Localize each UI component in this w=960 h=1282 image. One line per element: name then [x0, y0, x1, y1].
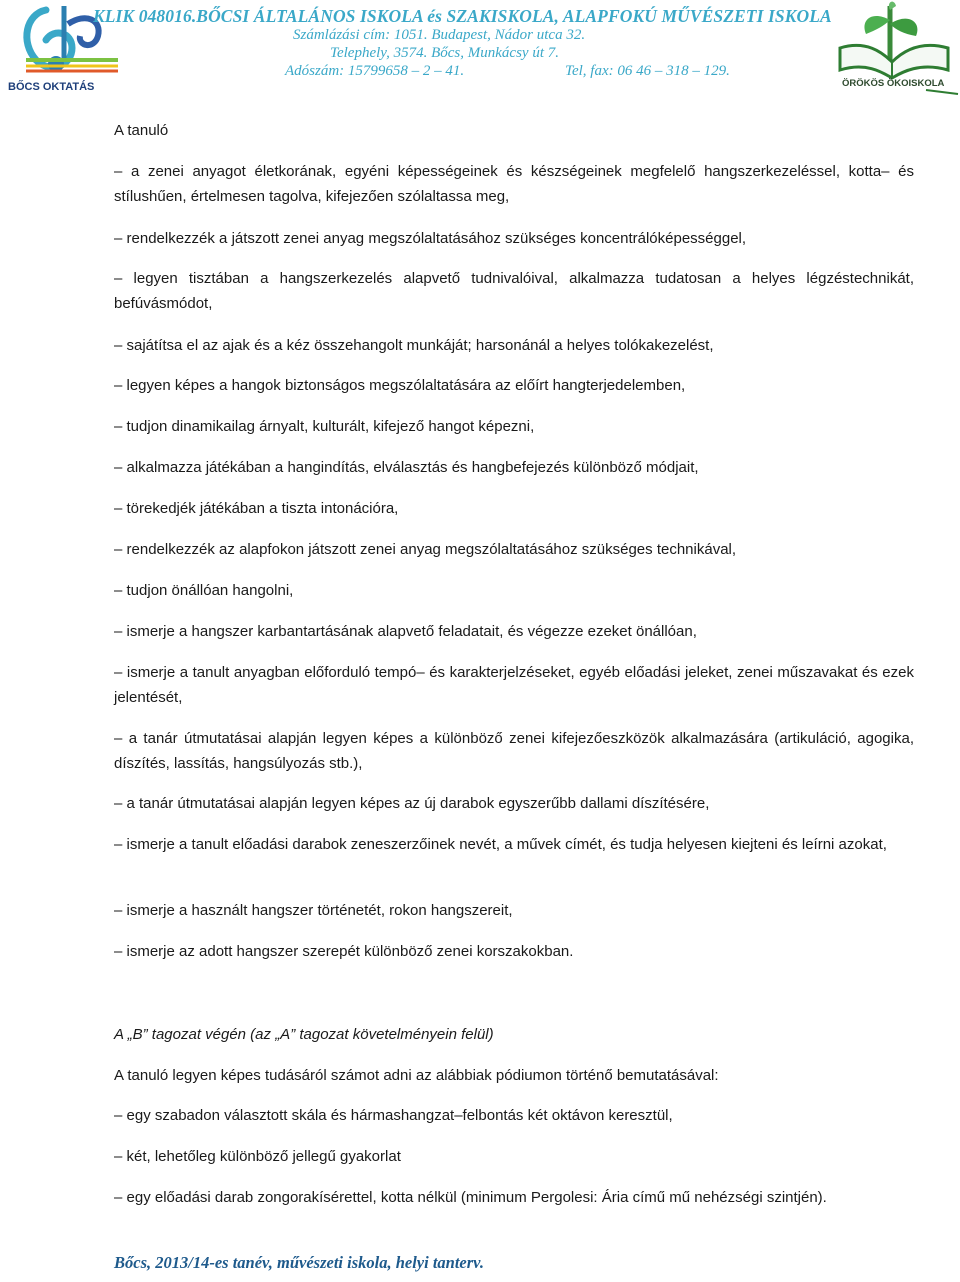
phone-fax: Tel, fax: 06 46 – 318 – 129.: [565, 63, 730, 79]
tax-number: Adószám: 15799658 – 2 – 41.: [285, 63, 465, 79]
b-tagozat-intro: A tanuló legyen képes tudásáról számot adni az alábbiak pódiumon történő bemutatásával:: [114, 1067, 719, 1084]
list-item: – ismerje a tanult előadási darabok zeneszerzőinek nevét, a művek címét, és tudja helyesen kiejteni és leírni azokat,: [114, 836, 887, 853]
list-item: – ismerje az adott hangszer szerepét különböző zenei korszakokban.: [114, 943, 574, 960]
list-item: – ismerje a hangszer karbantartásának alapvető feladatait, és végezze ezeket önállóan,: [114, 623, 697, 640]
b-list-item: – két, lehetőleg különböző jellegű gyakorlat: [114, 1148, 401, 1165]
logo-right-label: ÖRÖKÖS ÖKOISKOLA: [842, 78, 945, 89]
list-item: – ismerje a használt hangszer történetét, rokon hangszereit,: [114, 902, 513, 919]
list-item: – törekedjék játékában a tiszta intonációra,: [114, 500, 399, 517]
list-item: – legyen tisztában a hangszerkezelés alapvető tudnivalóival, alkalmazza tudatosan a helyes légzéstechnikát, befúvásmódot,: [114, 270, 914, 312]
logo-left-label: BŐCS OKTATÁS: [8, 81, 95, 93]
list-item: – tudjon dinamikailag árnyalt, kulturált, kifejező hangot képezni,: [114, 418, 535, 435]
list-item: – a zenei anyagot életkorának, egyéni képességeinek és készségeinek megfelelő hangszerkezeléssel, kotta– és stílushűen, értelmesen tagolva, kifejezően szólaltassa meg,: [114, 163, 914, 205]
school-name: KLIK 048016.BŐCSI ÁLTALÁNOS ISKOLA és SZAKISKOLA, ALAPFOKÚ MŰVÉSZETI ISKOLA: [93, 6, 832, 26]
list-item: – alkalmazza játékában a hangindítás, elválasztás és hangbefejezés különböző módjait,: [114, 459, 699, 476]
b-list-item: – egy szabadon választott skála és hármashangzat–felbontás két oktávon keresztül,: [114, 1107, 673, 1124]
site-address: Telephely, 3574. Bőcs, Munkácsy út 7.: [330, 45, 559, 61]
intro-text: A tanuló: [114, 122, 169, 139]
letterhead: [0, 0, 960, 96]
list-item: – sajátítsa el az ajak és a kéz összehangolt munkáját; harsonánál a helyes tolókakezelést,: [114, 337, 714, 354]
list-item: – rendelkezzék az alapfokon játszott zenei anyag megszólaltatásához szükséges technikával,: [114, 541, 737, 558]
list-item: – legyen képes a hangok biztonságos megszólaltatására az előírt hangterjedelemben,: [114, 377, 686, 394]
list-item: – rendelkezzék a játszott zenei anyag megszólaltatásához szükséges koncentrálóképességgel,: [114, 230, 747, 247]
eco-school-logo: [830, 0, 960, 96]
billing-address: Számlázási cím: 1051. Budapest, Nádor utca 32.: [293, 27, 586, 43]
b-tagozat-heading: A „B” tagozat végén (az „A” tagozat követelményein felül): [114, 1026, 494, 1043]
list-item: – a tanár útmutatásai alapján legyen képes az új darabok egyszerűbb dallami díszítésére,: [114, 795, 710, 812]
list-item: – ismerje a tanult anyagban előforduló tempó– és karakterjelzéseket, egyéb előadási jeleket, zenei műszavakat és ezek jelentését,: [114, 664, 914, 706]
list-item: – tudjon önállóan hangolni,: [114, 582, 294, 599]
b-list-item: – egy előadási darab zongorakísérettel, kotta nélkül (minimum Pergolesi: Ária című mű nehézségi szintjén).: [114, 1189, 827, 1206]
list-item: – a tanár útmutatásai alapján legyen képes a különböző zenei kifejezőeszközök alkalmazására (artikuláció, agogika, díszítés, lassítás, hangsúlyozás stb.),: [114, 730, 914, 772]
page-footer: Bőcs, 2013/14-es tanév, művészeti iskola, helyi tanterv.: [114, 1253, 484, 1272]
